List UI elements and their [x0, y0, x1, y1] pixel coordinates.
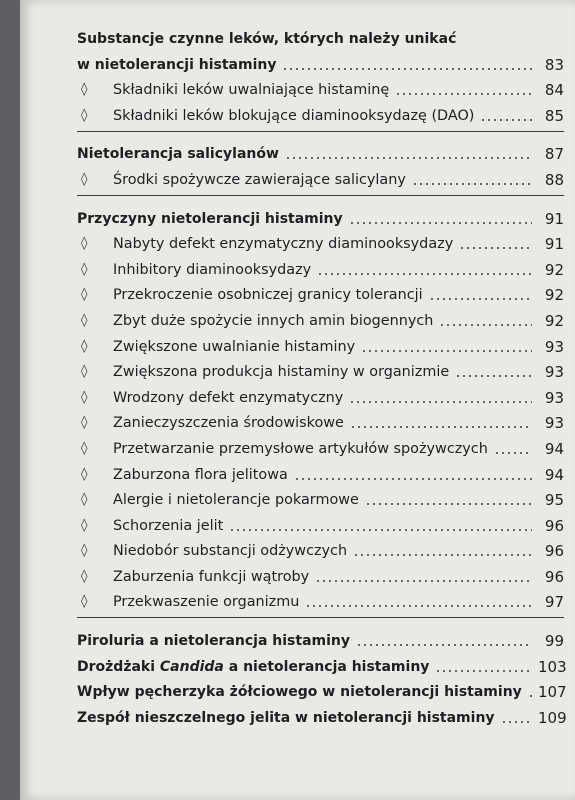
- entry-title: Niedobór substancji odżywczych: [113, 543, 348, 560]
- toc-heading-row: [77, 650, 567, 676]
- page-number: 97: [544, 593, 564, 612]
- leader-dots: [229, 529, 532, 531]
- page-number: 93: [544, 414, 564, 433]
- leader-dots: [282, 68, 532, 70]
- entry-title: Przekwaszenie organizmu: [113, 594, 300, 611]
- entry-title: Zwiększona produkcja histaminy w organizmie: [113, 364, 450, 381]
- entry-title: Wrodzony defekt enzymatyczny: [113, 389, 344, 406]
- heading-italic: Candida: [159, 658, 224, 675]
- toc-heading-row: [77, 48, 564, 74]
- diamond-bullet-icon: ◊: [81, 389, 88, 405]
- page-number: 91: [544, 235, 564, 254]
- toc-heading-row: [77, 676, 567, 702]
- book-page: [20, 0, 575, 800]
- page-number: 83: [544, 55, 564, 74]
- page-number: 84: [544, 81, 564, 100]
- heading-part: a nietolerancja histaminy: [223, 658, 430, 675]
- diamond-bullet-icon: ◊: [81, 594, 88, 610]
- entry-title: Zaburzona flora jelitowa: [113, 466, 288, 483]
- toc-heading-row: [77, 138, 564, 164]
- entry-title: Alergie i nietolerancje pokarmowe: [113, 492, 359, 509]
- leader-dots: [353, 554, 532, 556]
- leader-dots: [349, 222, 532, 224]
- leader-dots: [501, 721, 532, 723]
- leader-dots: [356, 644, 532, 646]
- toc-entry: [77, 74, 564, 100]
- diamond-bullet-icon: ◊: [81, 568, 88, 584]
- page-number: 95: [544, 491, 564, 510]
- page-number: 93: [544, 388, 564, 407]
- page-number: 92: [544, 260, 564, 279]
- leader-dots: [315, 580, 532, 582]
- toc-heading-row: [77, 701, 567, 727]
- page-number: 96: [544, 567, 564, 586]
- leader-dots: [455, 375, 532, 377]
- toc-entry: [77, 253, 564, 279]
- toc-heading: Piroluria a nietolerancja histaminy: [77, 633, 351, 650]
- toc-entry: [77, 535, 564, 561]
- page-number: 92: [544, 286, 564, 305]
- diamond-bullet-icon: ◊: [81, 338, 88, 354]
- diamond-bullet-icon: ◊: [81, 261, 88, 277]
- page-number: 107: [538, 683, 567, 702]
- entry-title: Przetwarzanie przemysłowe artykułów spożywczych: [113, 440, 488, 457]
- leader-dots: [429, 298, 532, 300]
- diamond-bullet-icon: ◊: [81, 171, 88, 187]
- diamond-bullet-icon: ◊: [81, 364, 88, 380]
- diamond-bullet-icon: ◊: [81, 312, 88, 328]
- toc-entry: [77, 484, 564, 510]
- toc-entry: [77, 458, 564, 484]
- toc-heading-line: [77, 30, 564, 48]
- entry-title: Inhibitory diaminooksydazy: [113, 261, 312, 278]
- entry-title: Zbyt duże spożycie innych amin biogennych: [113, 312, 434, 329]
- diamond-bullet-icon: ◊: [81, 287, 88, 303]
- entry-title: Schorzenia jelit: [113, 517, 224, 534]
- entry-title: Środki spożywcze zawierające salicylany: [113, 171, 406, 188]
- toc-heading: Substancje czynne leków, których należy unikać: [77, 31, 457, 47]
- toc-entry: [77, 560, 564, 586]
- leader-dots: [285, 157, 532, 159]
- leader-dots: [294, 478, 532, 480]
- diamond-bullet-icon: ◊: [81, 517, 88, 533]
- page-number: 96: [544, 516, 564, 535]
- entry-title: Przekroczenie osobniczej granicy tolerancji: [113, 287, 423, 304]
- page-number: 87: [544, 145, 564, 164]
- leader-dots: [459, 247, 532, 249]
- leader-dots: [349, 401, 532, 403]
- page-number: 93: [544, 363, 564, 382]
- page-number: 96: [544, 542, 564, 561]
- leader-dots: [361, 350, 532, 352]
- page-number: 88: [544, 170, 564, 189]
- diamond-bullet-icon: ◊: [81, 415, 88, 431]
- leader-dots: [395, 93, 532, 95]
- toc-heading: [77, 658, 429, 676]
- toc-heading: Nietolerancja salicylanów: [77, 146, 279, 163]
- toc-heading-cont: w nietolerancji histaminy: [77, 56, 277, 73]
- entry-title: Składniki leków uwalniające histaminę: [113, 82, 390, 99]
- toc-entry: [77, 99, 564, 125]
- toc-entry: [77, 356, 564, 382]
- toc-heading: Przyczyny nietolerancji histaminy: [77, 210, 343, 227]
- toc-section-other: [77, 624, 567, 732]
- page-number: 109: [538, 708, 567, 727]
- toc-entry: [77, 304, 564, 330]
- leader-dots: [528, 695, 532, 697]
- toc-heading: Zespół nieszczelnego jelita w nietolerancji histaminy: [77, 709, 495, 726]
- toc-entry: [77, 509, 564, 535]
- toc-entry: [77, 381, 564, 407]
- page-number: 103: [538, 657, 567, 676]
- leader-dots: [305, 605, 532, 607]
- diamond-bullet-icon: ◊: [81, 440, 88, 456]
- page-number: 94: [544, 465, 564, 484]
- diamond-bullet-icon: ◊: [81, 492, 88, 508]
- toc-entry: [77, 228, 564, 254]
- toc-entry: [77, 432, 564, 458]
- diamond-bullet-icon: ◊: [81, 543, 88, 559]
- leader-dots: [439, 324, 532, 326]
- causes-entry-list: [77, 228, 564, 612]
- toc-section-causes: [77, 202, 564, 619]
- toc-heading-row: [77, 202, 564, 228]
- page-number: 93: [544, 337, 564, 356]
- page-number: 94: [544, 439, 564, 458]
- entry-title: Składniki leków blokujące diaminooksydazę (DAO): [113, 107, 475, 124]
- leader-dots: [435, 670, 532, 672]
- entry-title: Nabyty defekt enzymatyczny diaminooksydazy: [113, 236, 454, 253]
- leader-dots: [365, 503, 532, 505]
- leader-dots: [412, 183, 532, 185]
- heading-part: Drożdżaki: [77, 658, 160, 675]
- table-of-contents: [77, 30, 567, 739]
- leader-dots: [494, 452, 532, 454]
- toc-heading: Wpływ pęcherzyka żółciowego w nietolerancji histaminy: [77, 684, 522, 701]
- entry-title: Zaburzenia funkcji wątroby: [113, 568, 310, 585]
- toc-entry: [77, 279, 564, 305]
- diamond-bullet-icon: ◊: [81, 107, 88, 123]
- toc-section-salicylates: [77, 138, 564, 196]
- toc-heading-row: [77, 624, 564, 650]
- entry-title: Zwiększone uwalnianie histaminy: [113, 338, 356, 355]
- diamond-bullet-icon: ◊: [81, 466, 88, 482]
- leader-dots: [317, 273, 532, 275]
- toc-entry: [77, 330, 564, 356]
- page-number: 91: [544, 209, 564, 228]
- page-number: 85: [544, 106, 564, 125]
- toc-section-drugs: [77, 30, 564, 132]
- diamond-bullet-icon: ◊: [81, 236, 88, 252]
- entry-title: Zanieczyszczenia środowiskowe: [113, 415, 344, 432]
- toc-entry: [77, 163, 564, 189]
- toc-entry: [77, 586, 564, 612]
- leader-dots: [480, 119, 532, 121]
- leader-dots: [350, 426, 532, 428]
- toc-entry: [77, 407, 564, 433]
- diamond-bullet-icon: ◊: [81, 82, 88, 98]
- page-number: 99: [544, 632, 564, 651]
- page-number: 92: [544, 311, 564, 330]
